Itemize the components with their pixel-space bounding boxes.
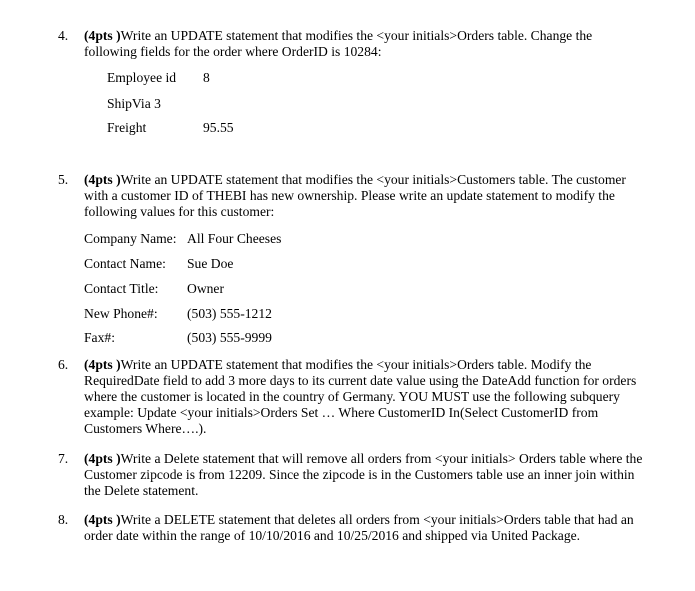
- question-number: 8.: [58, 512, 69, 527]
- field-row: [107, 120, 234, 136]
- field-label: Company Name:: [84, 231, 177, 246]
- question-number: 6.: [58, 357, 69, 372]
- field-label: Freight: [107, 120, 147, 135]
- field-label: Contact Name:: [84, 256, 166, 271]
- field-label: Employee id: [107, 70, 177, 85]
- field-label: Contact Title:: [84, 281, 159, 296]
- field-value: All Four Cheeses: [187, 231, 282, 246]
- question-text: Write an UPDATE statement that modifies the <your initials>Orders table. Modify the RequiredDate field to add 3 more days to its current date value using the DateAdd function for orders where the customer is located in the country of Germany. YOU MUST use the following subquery example: Update <your initials>Orders Set … Where CustomerID In(Select CustomerID from Customers Where….).: [84, 357, 637, 436]
- field-label: Fax#:: [84, 330, 115, 345]
- question-number: 5.: [58, 172, 69, 187]
- question-6: [58, 357, 648, 437]
- field-value: Sue Doe: [187, 256, 234, 271]
- question-number: 7.: [58, 451, 69, 466]
- field-label: ShipVia 3: [107, 96, 161, 111]
- field-row: [107, 70, 210, 86]
- question-number: 4.: [58, 28, 69, 43]
- field-row: [84, 256, 234, 272]
- field-row: [84, 330, 272, 346]
- field-row: [107, 96, 161, 112]
- question-text: Write an UPDATE statement that modifies the <your initials>Customers table. The customer with a customer ID of THEBI has new ownership. Please write an update statement to modify the following values for this customer:: [84, 172, 626, 219]
- question-7: [58, 451, 648, 499]
- field-row: [84, 281, 224, 297]
- field-row: [84, 231, 282, 247]
- field-row: [84, 306, 272, 322]
- question-text: Write a Delete statement that will remove all orders from <your initials> Orders table where the Customer zipcode is from 12209. Since the zipcode is in the Customers table use an inner join within the Delete statement.: [84, 451, 643, 498]
- field-value: (503) 555-9999: [187, 330, 272, 345]
- question-4: [58, 28, 648, 60]
- question-text: Write a DELETE statement that deletes all orders from <your initials>Orders table that had an order date within the range of 10/10/2016 and 10/25/2016 and shipped via United Package.: [84, 512, 634, 543]
- field-value: Owner: [187, 281, 224, 296]
- points-label: (4pts ): [84, 172, 121, 187]
- field-label: New Phone#:: [84, 306, 158, 321]
- points-label: (4pts ): [84, 357, 121, 372]
- points-label: (4pts ): [84, 512, 121, 527]
- field-value: (503) 555-1212: [187, 306, 272, 321]
- field-value: 8: [203, 70, 210, 85]
- question-8: [58, 512, 648, 544]
- field-value: 95.55: [203, 120, 234, 135]
- question-text: Write an UPDATE statement that modifies the <your initials>Orders table. Change the following fields for the order where OrderID is 10284:: [84, 28, 593, 59]
- points-label: (4pts ): [84, 451, 121, 466]
- question-5: [58, 172, 648, 220]
- points-label: (4pts ): [84, 28, 121, 43]
